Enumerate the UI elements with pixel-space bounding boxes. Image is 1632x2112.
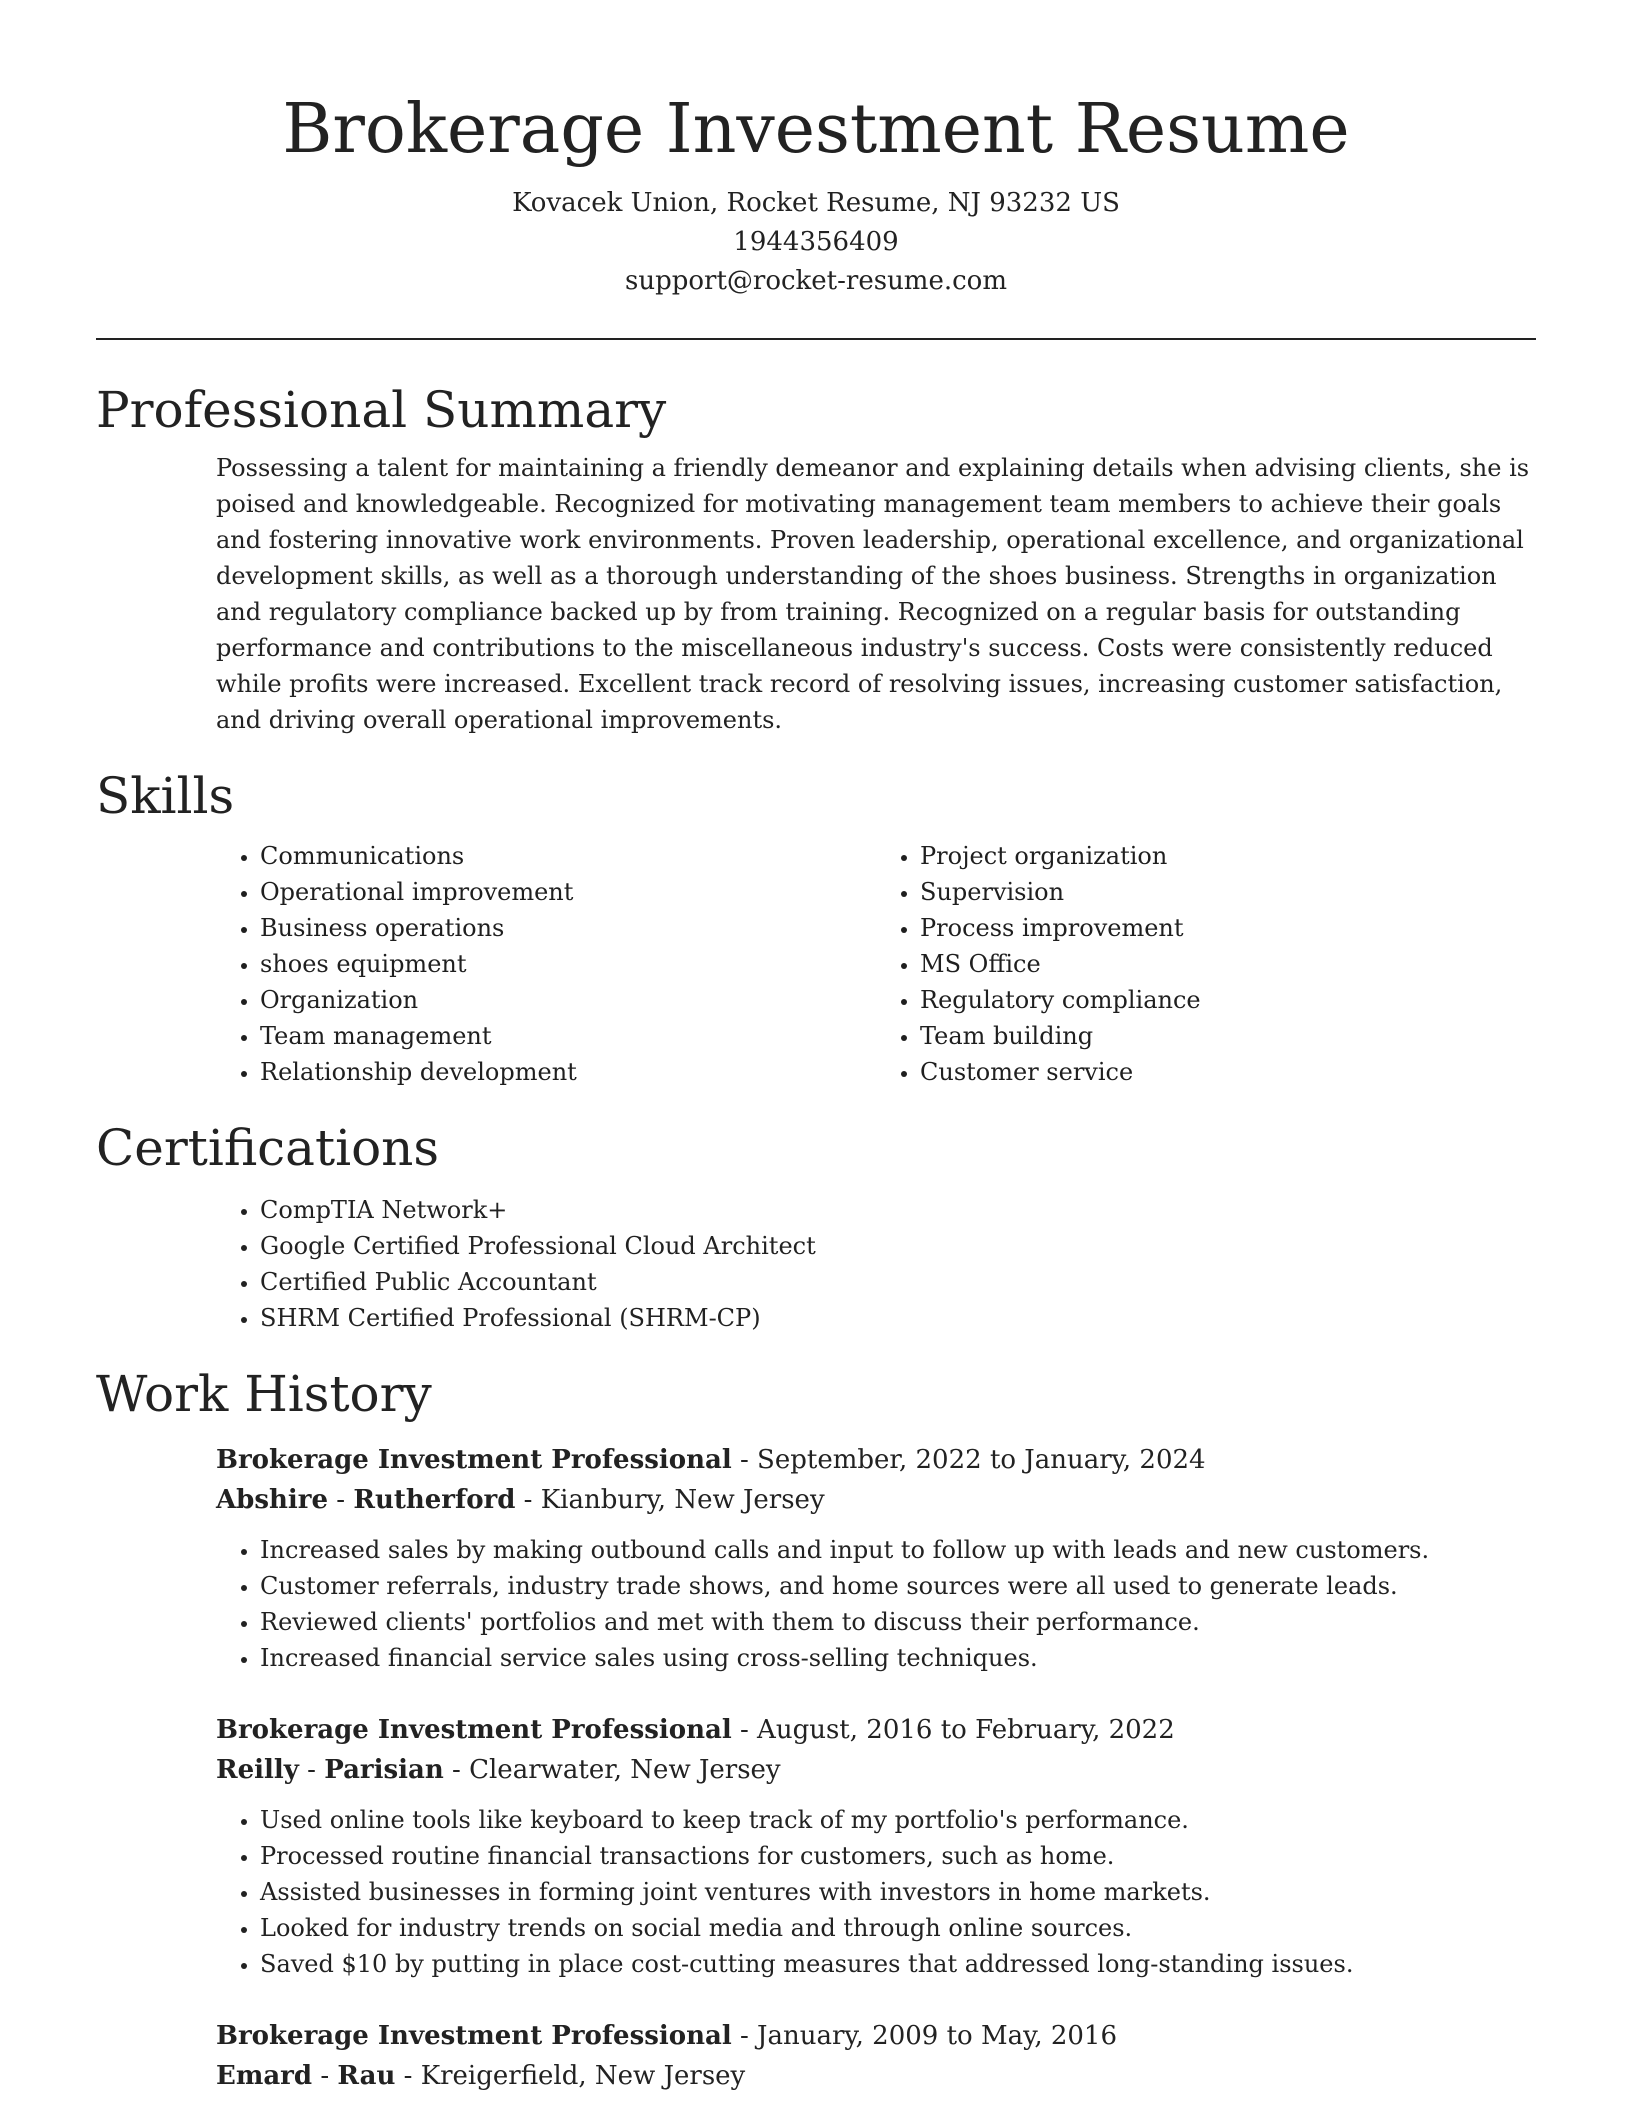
job-bullet: • Processed routine financial transactions for customers, such as home. <box>260 1838 1536 1874</box>
certifications-heading: Certifications <box>96 1119 440 1177</box>
job-location: Kreigerfield, New Jersey <box>420 2061 746 2091</box>
job-bullet: • Customer referrals, industry trade shows, and home sources were all used to generate leads. <box>260 1568 1536 1604</box>
certification-item: • Google Certified Professional Cloud Architect <box>260 1228 1536 1264</box>
certifications-list <box>216 1192 1536 1336</box>
certification-item: • SHRM Certified Professional (SHRM-CP) <box>260 1300 1536 1336</box>
job-company-b: Parisian <box>324 1755 444 1785</box>
job-dates: January, 2009 to May, 2016 <box>757 2021 1118 2051</box>
contact-phone: 1944356409 <box>733 227 899 257</box>
skill-item: • Organization <box>260 982 876 1018</box>
job-bullet: • Looked for industry trends on social media and through online sources. <box>260 1910 1536 1946</box>
skills-column-right <box>876 838 1536 1090</box>
job-role: Brokerage Investment Professional <box>216 1445 732 1475</box>
contact-email: support@rocket-resume.com <box>624 266 1007 296</box>
job-location: Kianbury, New Jersey <box>540 1485 825 1515</box>
resume-header <box>96 0 1536 301</box>
job-entry <box>216 1710 1536 1982</box>
job-role: Brokerage Investment Professional <box>216 1715 732 1745</box>
header-divider <box>96 338 1536 340</box>
certification-item: • CompTIA Network+ <box>260 1192 1536 1228</box>
job-bullets <box>216 1802 1536 1982</box>
job-bullet: • Increased sales by making outbound calls and input to follow up with leads and new customers. <box>260 1532 1536 1568</box>
job-company-line: Emard - Rau - Kreigerfield, New Jersey <box>216 2061 746 2091</box>
summary-heading: Professional Summary <box>96 381 667 439</box>
job-entry <box>216 1440 1536 1676</box>
job-location: Clearwater, New Jersey <box>469 1755 781 1785</box>
skills-heading: Skills <box>96 767 235 825</box>
job-bullet: • Increased financial service sales using cross-selling techniques. <box>260 1640 1536 1676</box>
skill-item: • Project organization <box>920 838 1536 874</box>
job-company-line: Abshire - Rutherford - Kianbury, New Jersey <box>216 1485 825 1515</box>
job-bullet: • Reviewed clients' portfolios and met with them to discuss their performance. <box>260 1604 1536 1640</box>
job-bullet: • Used online tools like keyboard to keep track of my portfolio's performance. <box>260 1802 1536 1838</box>
job-title-line: Brokerage Investment Professional - September, 2022 to January, 2024 <box>216 1445 1206 1475</box>
skill-item: • Process improvement <box>920 910 1536 946</box>
job-company-a: Reilly <box>216 1755 299 1785</box>
summary-text: Possessing a talent for maintaining a friendly demeanor and explaining details when advising clients, she is poised and knowledgeable. Recognized for motivating management team members to achieve their goals and fostering innovative work environments. Proven leadership, operational excellence, and organizational development skills, as well as a thorough understanding of the shoes business. Strengths in organization and regulatory compliance backed up by from training. Recognized on a regular basis for outstanding performance and contributions to the miscellaneous industry's success. Costs were consistently reduced while profits were increased. Excellent track record of resolving issues, increasing customer satisfaction, and driving overall operational improvements. <box>216 454 1530 734</box>
skill-item: • Relationship development <box>260 1054 876 1090</box>
job-bullet: • Assisted businesses in forming joint ventures with investors in home markets. <box>260 1874 1536 1910</box>
skill-item: • Communications <box>260 838 876 874</box>
contact-address: Kovacek Union, Rocket Resume, NJ 93232 US <box>512 188 1120 218</box>
skill-item: • Regulatory compliance <box>920 982 1536 1018</box>
certification-item: • Certified Public Accountant <box>260 1264 1536 1300</box>
skills-column-left <box>216 838 876 1090</box>
resume-page <box>96 0 1536 2096</box>
skill-item: • Operational improvement <box>260 874 876 910</box>
job-company-a: Emard <box>216 2061 313 2091</box>
job-company-a: Abshire <box>216 1485 329 1515</box>
skill-item: • MS Office <box>920 946 1536 982</box>
job-entry <box>216 2016 1536 2096</box>
skills-grid <box>216 838 1536 1090</box>
skill-item: • Customer service <box>920 1054 1536 1090</box>
contact-info <box>96 184 1536 301</box>
work-history-heading: Work History <box>96 1365 432 1423</box>
job-bullet: • Saved $10 by putting in place cost-cutting measures that addressed long-standing issues. <box>260 1946 1536 1982</box>
skill-item: • shoes equipment <box>260 946 876 982</box>
job-title-line: Brokerage Investment Professional - January, 2009 to May, 2016 <box>216 2021 1118 2051</box>
job-company-b: Rutherford <box>353 1485 516 1515</box>
skill-item: • Business operations <box>260 910 876 946</box>
skill-item: • Supervision <box>920 874 1536 910</box>
job-dates: September, 2022 to January, 2024 <box>757 1445 1206 1475</box>
job-bullets <box>216 1532 1536 1676</box>
resume-title: Brokerage Investment Resume <box>282 90 1350 169</box>
job-dates: August, 2016 to February, 2022 <box>757 1715 1175 1745</box>
job-company-b: Rau <box>337 2061 396 2091</box>
job-company-line: Reilly - Parisian - Clearwater, New Jersey <box>216 1755 781 1785</box>
job-role: Brokerage Investment Professional <box>216 2021 732 2051</box>
job-title-line: Brokerage Investment Professional - August, 2016 to February, 2022 <box>216 1715 1175 1745</box>
skill-item: • Team management <box>260 1018 876 1054</box>
skill-item: • Team building <box>920 1018 1536 1054</box>
